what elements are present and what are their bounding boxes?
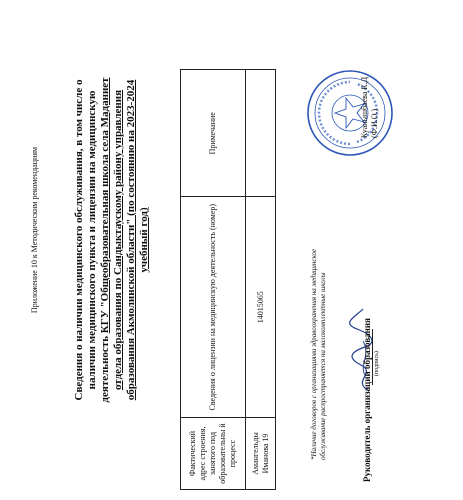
title-line: Сведения о наличии медицинского обслуживания, в том числе о	[73, 79, 85, 401]
table-row	[246, 70, 276, 490]
official-seal-stamp	[305, 68, 395, 158]
period-text: (по состоянию на 2023-2024	[125, 79, 137, 219]
header-note: Примечание	[181, 70, 246, 197]
period-end: учебный год)	[138, 207, 150, 273]
organization-name: КГУ "Общеобразовательная школа села Маданиет	[99, 77, 111, 334]
title-line	[99, 40, 112, 440]
organization-name-end: образования Акмолинской области"	[125, 218, 137, 401]
appendix-note: Приложение 10 к Методическим рекомендациям	[30, 146, 39, 314]
signatory-full-name: Куанышбаева К.Д	[360, 76, 369, 138]
table-header-row	[181, 70, 246, 490]
header-address: Фактический адрес строения, занятого под образовательны й процесс	[181, 418, 246, 490]
signatory-name-caption: (Ф.И.О.)	[370, 108, 379, 138]
cell-license-number: 14015065	[246, 197, 276, 418]
header-license: Сведения о лицензии на медицинскую деятельность (номер)	[181, 197, 246, 418]
title-line: наличии медицинского пункта и лицензии на медицинскую	[86, 90, 98, 390]
signatory-name	[360, 58, 380, 138]
cell-note	[246, 70, 276, 197]
head-of-organization-label: Руководитель организации образования	[362, 318, 372, 482]
cell-address: Амангельды Иманова 19	[246, 418, 276, 490]
signature-line	[372, 329, 373, 385]
license-table	[180, 69, 276, 490]
organization-name-cont: отдела образования по Сандыктаускому району управления	[112, 89, 124, 391]
footnote: *Наличие договоров с организациями здравоохранения на медицинское обслуживание распространяется на малокомплектные школы	[310, 248, 327, 460]
title-line	[125, 40, 138, 440]
document-title	[73, 40, 151, 440]
signature-caption: (подпись)	[374, 351, 380, 376]
title-prefix: деятельность	[99, 333, 111, 403]
